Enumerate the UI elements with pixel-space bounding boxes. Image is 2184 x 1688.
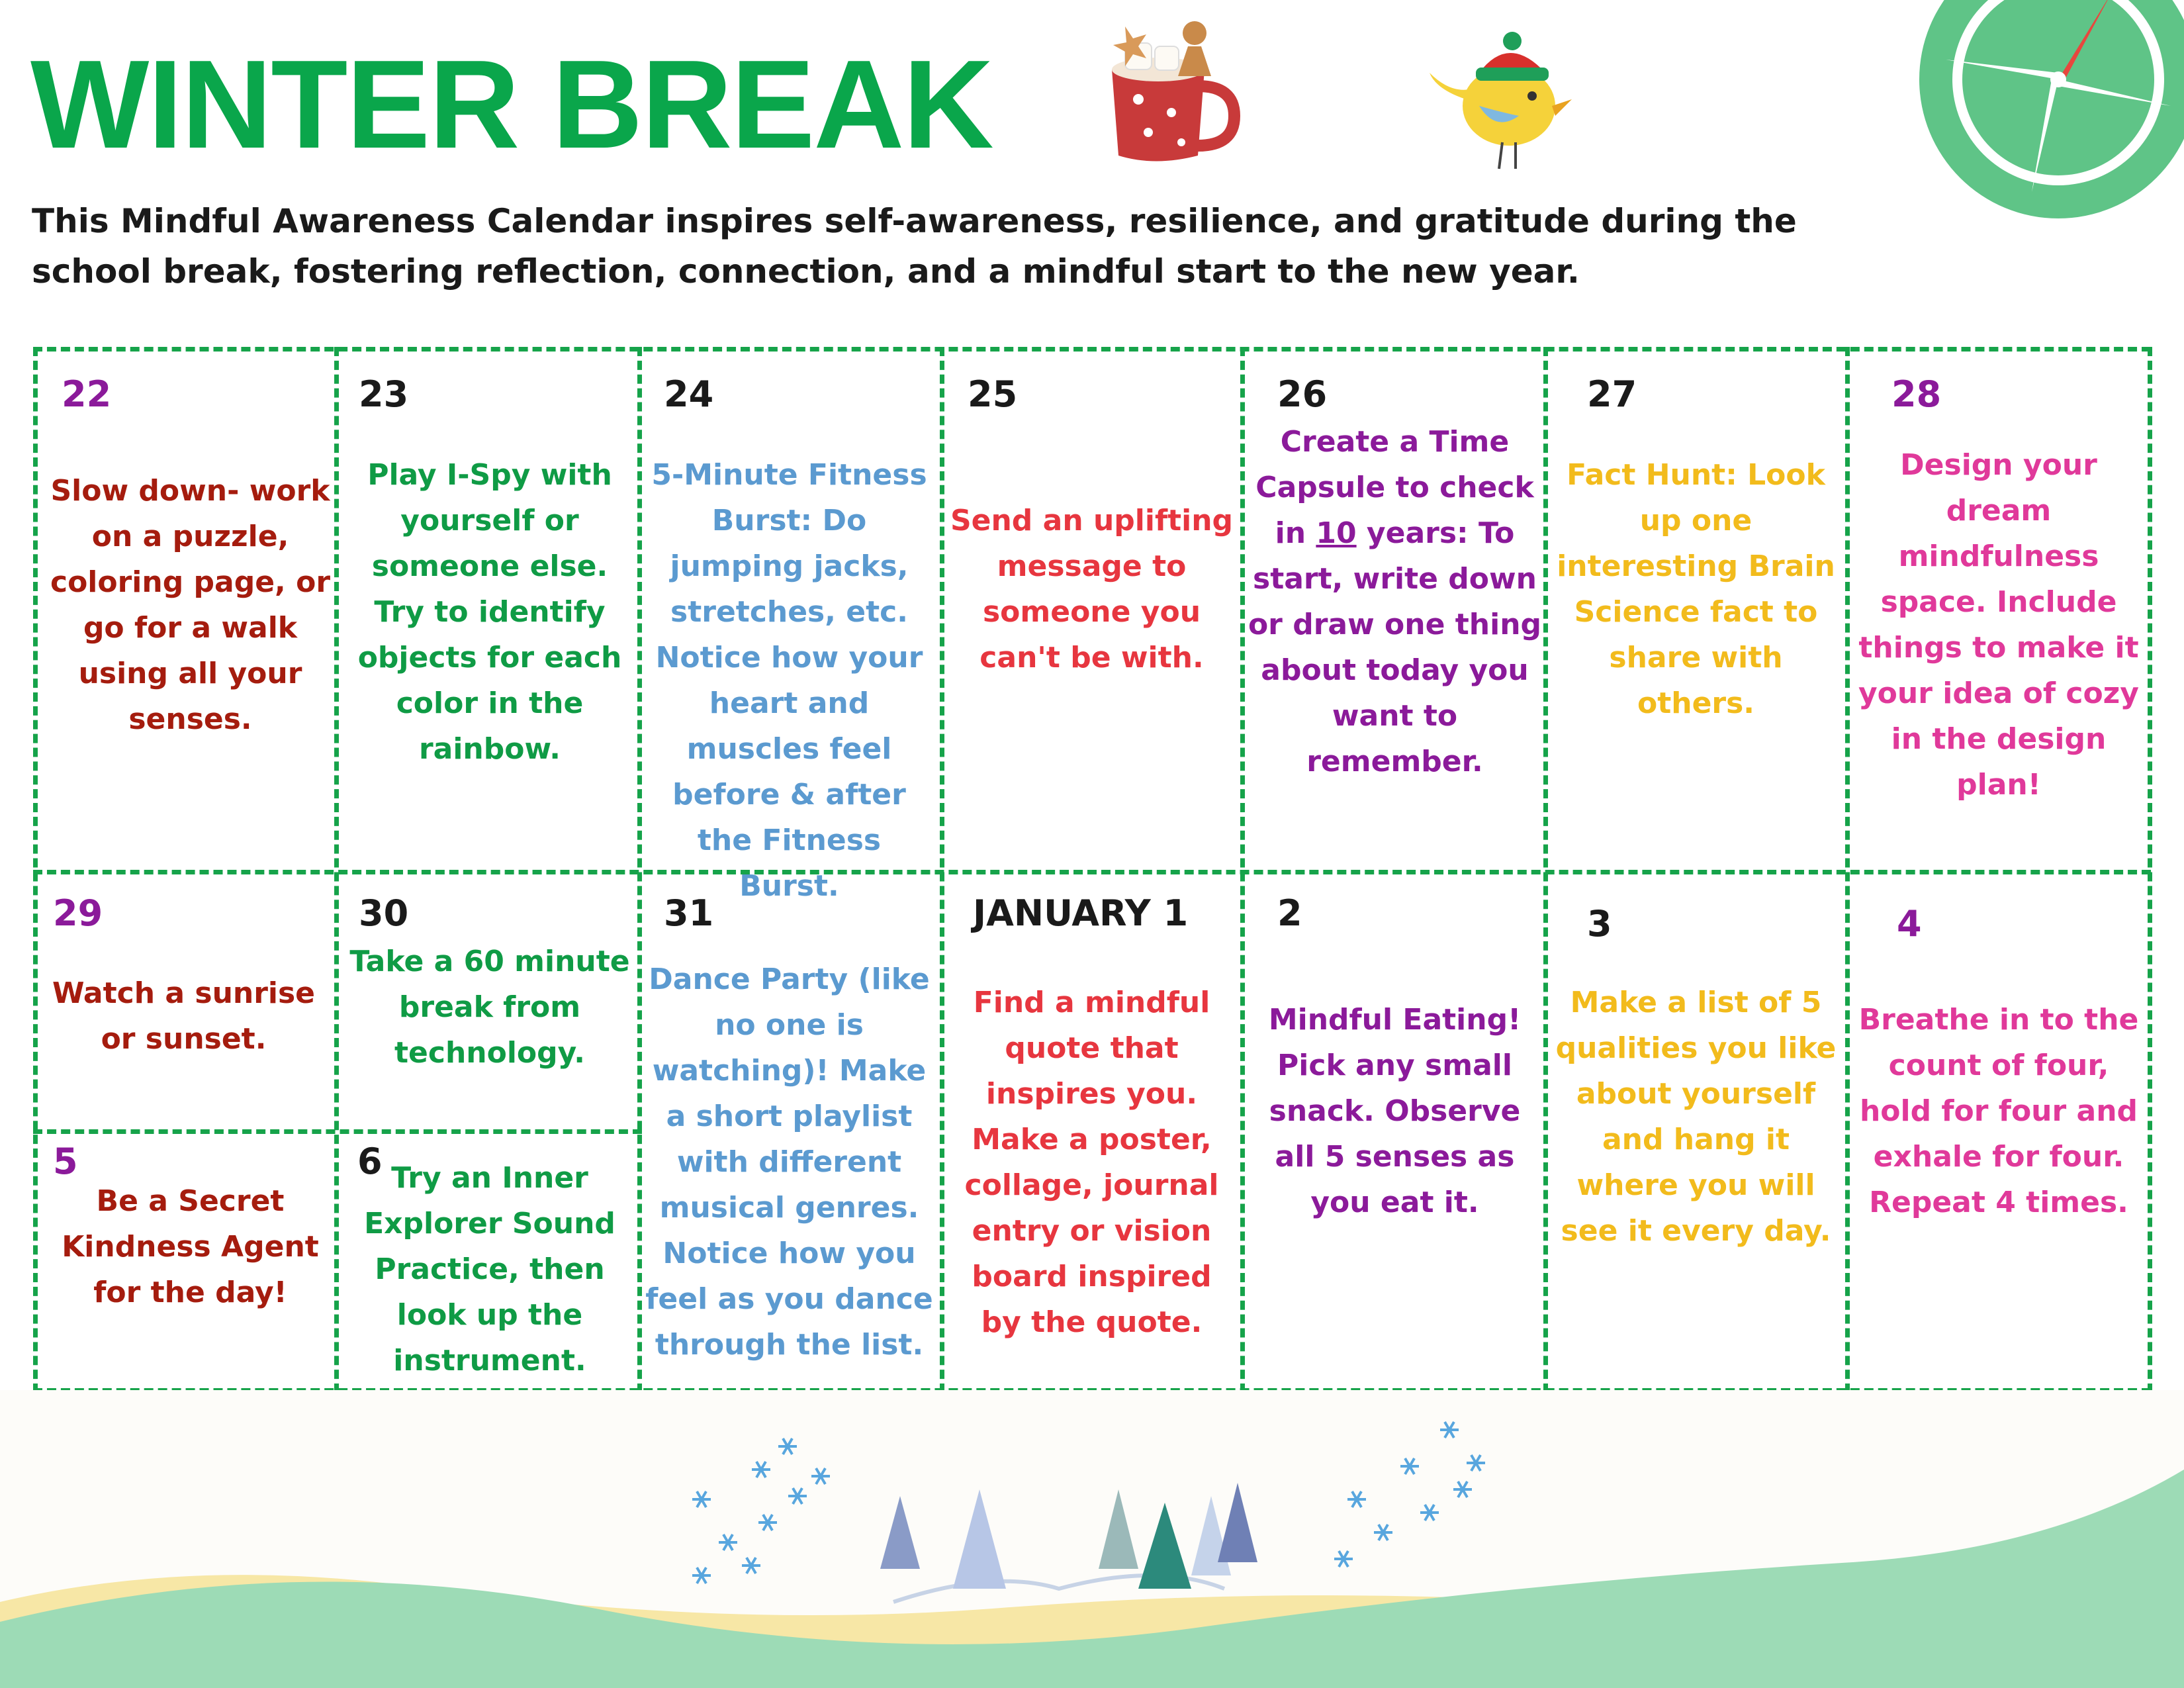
grid-line (2148, 347, 2152, 1393)
activity-text: Find a mindful quote that inspires you. Make a poster, collage, journal entry or vision board inspired by the quote. (964, 986, 1219, 1339)
activity-text: Take a 60 minute break from technology. (349, 945, 630, 1070)
grid-line (33, 870, 2151, 874)
activity-text: Breathe in to the count of four, hold for four and exhale for four. Repeat 4 times. (1858, 1003, 2139, 1219)
day-number: 24 (664, 373, 714, 415)
day-number: 26 (1277, 373, 1328, 415)
activity-text: Make a list of 5 qualities you like about yourself and hang it where you will see it every day. (1555, 986, 1837, 1248)
day-number: 4 (1897, 903, 1922, 945)
activity-text-part: years: To start, write down or draw one thing about today you want to remember. (1248, 516, 1542, 778)
grid-line (1543, 347, 1548, 1393)
activity-text: 5-Minute Fitness Burst: Do jumping jacks, stretches, etc. Notice how your heart and muscles feel before & after the Fitness Burst. (651, 458, 927, 903)
grid-line (1845, 347, 1850, 1393)
activity-text: Be a Secret Kindness Agent for the day! (62, 1184, 319, 1309)
day-number: 2 (1277, 892, 1302, 934)
page-title: WINTER BREAK (30, 34, 993, 175)
bird-icon (1423, 26, 1575, 172)
activity-text: Fact Hunt: Look up one interesting Brain Science fact to share with others. (1557, 458, 1835, 720)
day-number: JANUARY 1 (973, 892, 1189, 934)
activity-text: Try an Inner Explorer Sound Practice, then look up the instrument. (364, 1161, 615, 1378)
activity-text-part: Create a Time Capsule to check in (1255, 425, 1534, 550)
grid-line (637, 347, 642, 1393)
day-number: 3 (1587, 903, 1612, 945)
activity-text: Send an uplifting message to someone you can't be with. (950, 504, 1234, 675)
cocoa-mug-icon (1099, 13, 1244, 165)
day-number: 31 (664, 892, 714, 934)
day-number: 22 (62, 373, 112, 415)
day-number: 27 (1587, 373, 1637, 415)
day-number: 28 (1891, 373, 1942, 415)
activity-text: Watch a sunrise or sunset. (52, 976, 316, 1056)
activity-text: Play I-Spy with yourself or someone else. Try to identify objects for each color in the rainbow. (357, 458, 622, 766)
grid-line (33, 347, 2151, 352)
activity-text: Slow down- work on a puzzle, coloring page, or go for a walk using all your senses. (50, 474, 331, 736)
day-number: 5 (53, 1141, 78, 1182)
grid-line (1240, 347, 1245, 1393)
day-number: 23 (359, 373, 409, 415)
activity-text (1248, 419, 1542, 784)
day-number: 29 (53, 892, 103, 934)
activity-text: Design your dream mindfulness space. Include things to make it your idea of cozy in the design plan! (1858, 448, 2139, 802)
activity-text-underlined: 10 (1316, 516, 1357, 550)
compass-icon (1893, 0, 2184, 238)
winter-landscape (0, 1390, 2184, 1688)
day-number: 25 (968, 373, 1018, 415)
grid-line (940, 347, 944, 1393)
intro-text: This Mindful Awareness Calendar inspires self-awareness, resilience, and gratitude during the school break, fostering reflection, connection, and a mindful start to the new year. (32, 202, 1797, 291)
activity-text: Mindful Eating! Pick any small snack. Observe all 5 senses as you eat it. (1268, 1003, 1522, 1219)
grid-line (33, 347, 38, 1393)
day-number: 6 (357, 1141, 383, 1182)
day-number: 30 (359, 892, 409, 934)
activity-text: Dance Party (like no one is watching)! Make a short playlist with different musical genres. Notice how you feel as you dance through the list. (645, 962, 933, 1362)
